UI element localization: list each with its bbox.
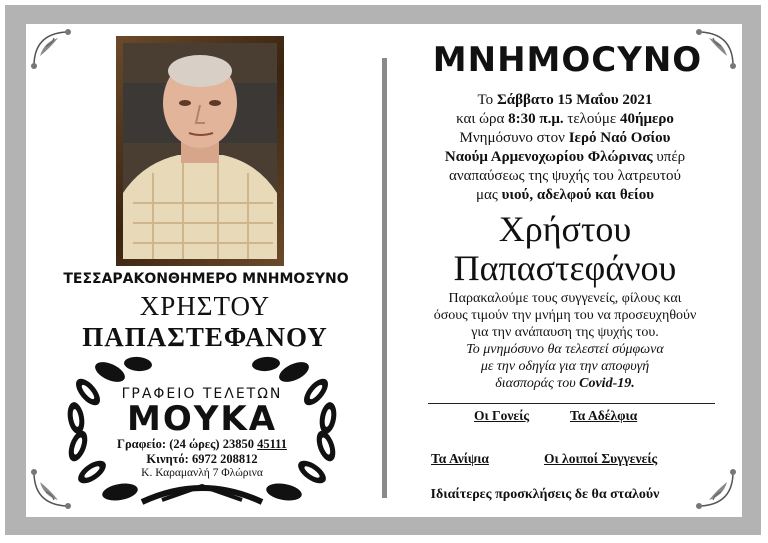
- line-time: [400, 110, 730, 129]
- page-title: ΜΝΗΜΟCΥΝΟ: [432, 40, 703, 80]
- request-line: για την ανάπαυση της ψυχής του.: [471, 325, 659, 340]
- signer-siblings: Τα Αδέλφια: [570, 408, 638, 423]
- line-date: [400, 91, 730, 110]
- footer-note: Ιδιαίτερες προσκλήσεις δε θα σταλούν: [430, 487, 660, 502]
- corner-ornament-top-left-icon: [30, 26, 74, 70]
- signers-rule: [428, 403, 715, 404]
- text-fragment: τελούμε: [563, 111, 620, 127]
- funeral-home-logo: [52, 354, 352, 506]
- text-fragment: διασποράς του: [495, 376, 580, 391]
- text-fragment: υπέρ: [652, 149, 686, 165]
- relation-text: υιού, αδελφού και θείου: [501, 187, 654, 203]
- left-caption: ΤΕΣΣΑΡΑΚΟΝΘΗΜΕΡΟ ΜΝΗΜΟΣΥΝΟ: [63, 271, 349, 287]
- covid-line: με την οδηγία για την αποφυγή: [480, 359, 650, 374]
- announcement-text: [400, 91, 730, 205]
- line-relation: [400, 186, 730, 205]
- location-text: Ναούμ Αρμενοχωρίου Φλώρινας: [444, 149, 653, 165]
- logo-phone-end: 45111: [257, 437, 287, 451]
- signer-nephews: Τα Ανίψια: [431, 451, 489, 466]
- line-soul: αναπαύσεως της ψυχής του λατρευτού: [449, 168, 681, 184]
- signer-parents: Οι Γονείς: [474, 408, 530, 423]
- logo-name: ΜΟΥΚΑ: [126, 399, 278, 439]
- memorial-day-text: 40ήμερο: [619, 111, 674, 127]
- covid-text: Covid-19.: [579, 376, 635, 391]
- covid-line: [395, 375, 735, 392]
- date-text: Σάββατο 15 Μαΐου 2021: [496, 92, 653, 108]
- portrait-frame: [116, 36, 284, 266]
- logo-mobile: Κινητό: 6972 208812: [146, 452, 258, 466]
- line-location: [400, 148, 730, 167]
- line-church: [400, 129, 730, 148]
- request-line: όσους τιμούν την μνήμη του να προσευχηθούν: [433, 308, 697, 323]
- logo-title: ΓΡΑΦΕΙΟ ΤΕΛΕΤΩΝ: [121, 386, 283, 402]
- left-name-first: ΧΡΗΣΤΟΥ: [139, 291, 271, 321]
- request-text: [395, 290, 735, 392]
- text-fragment: μας: [476, 187, 502, 203]
- logo-phone: [92, 437, 312, 452]
- text-fragment: Το: [477, 92, 497, 108]
- covid-line: Το μνημόσυνο θα τελεστεί σύμφωνα: [466, 342, 664, 357]
- logo-address: Κ. Καραμανλή 7 Φλώρινα: [141, 467, 263, 479]
- vertical-divider: [382, 58, 387, 498]
- logo-phone-label: Γραφείο: (24 ώρες) 23850: [117, 437, 258, 451]
- signer-relatives: Οι λοιποί Συγγενείς: [544, 451, 658, 466]
- church-text: Ιερό Ναό Οσίου: [568, 130, 671, 146]
- portrait-photo: [123, 43, 277, 259]
- deceased-last-name: Παπαστεφάνου: [453, 248, 677, 288]
- left-name-last: ΠΑΠΑΣΤΕΦΑΝΟΥ: [82, 322, 328, 352]
- text-fragment: και ώρα: [456, 111, 509, 127]
- time-text: 8:30 π.μ.: [508, 111, 564, 127]
- request-line: Παρακαλούμε τους συγγενείς, φίλους και: [448, 291, 682, 306]
- deceased-first-name: Χρήστου: [498, 209, 632, 249]
- text-fragment: Μνημόσυνο στον: [459, 130, 569, 146]
- portrait-figure-icon: [123, 43, 277, 259]
